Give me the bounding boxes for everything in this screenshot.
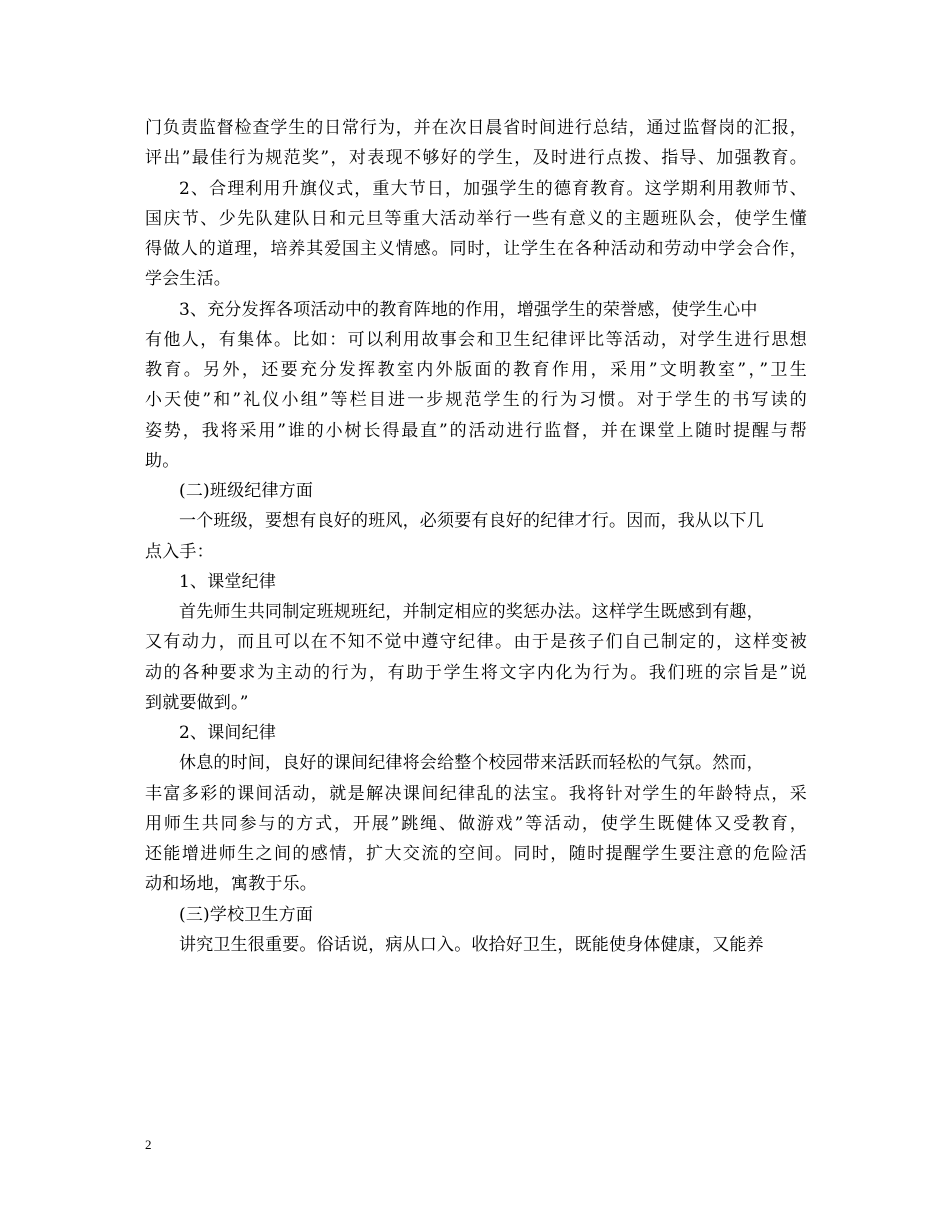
- text-line: 3、充分发挥各项活动中的教育阵地的作用，增强学生的荣誉感，使学生心中: [179, 299, 758, 320]
- section-heading: (二)班级纪律方面: [179, 481, 314, 501]
- text-line: 教育。另外，还要充分发挥教室内外版面的教育作用，采用”文明教室”，”卫生: [145, 360, 807, 380]
- text-line: 助。: [145, 450, 180, 471]
- text-line: 评出”最佳行为规范奖”，对表现不够好的学生，及时进行点拨、指导、加强教育。: [145, 148, 807, 169]
- document-body: [145, 113, 807, 960]
- text-line: 休息的时间，良好的课间纪律将会给整个校园带来活跃而轻松的气氛。然而，: [179, 753, 764, 774]
- text-line: 到就要做到。”: [145, 692, 249, 713]
- text-line: 学会生活。: [145, 269, 231, 290]
- section-heading: (三)学校卫生方面: [179, 904, 314, 925]
- text-line: 国庆节、少先队建队日和元旦等重大活动举行一些有意义的主题班队会，使学生懂: [145, 208, 807, 229]
- text-line: 首先师生共同制定班规班纪，并制定相应的奖惩办法。这样学生既感到有趣，: [179, 602, 764, 622]
- text-line: 得做人的道理，培养其爱国主义情感。同时，让学生在各种活动和劳动中学会合作，: [145, 239, 807, 259]
- text-line: 还能增进师生之间的感情，扩大交流的空间。同时，随时提醒学生要注意的危险活: [145, 844, 807, 864]
- text-line: 又有动力，而且可以在不知不觉中遵守纪律。由于是孩子们自己制定的，这样变被: [145, 632, 807, 653]
- subheading: 1、课堂纪律: [179, 571, 277, 592]
- text-line: 有他人，有集体。比如：可以利用故事会和卫生纪律评比等活动，对学生进行思想: [145, 329, 807, 350]
- text-line: 一个班级，要想有良好的班风，必须要有良好的纪律才行。因而，我从以下几: [179, 511, 764, 532]
- text-line: 丰富多彩的课间活动，就是解决课间纪律乱的法宝。我将针对学生的年龄特点，采: [145, 783, 807, 804]
- text-line: 动和场地，寓教于乐。: [145, 874, 317, 895]
- subheading: 2、课间纪律: [179, 723, 277, 743]
- text-line: 用师生共同参与的方式，开展”跳绳、做游戏”等活动，使学生既健体又受教育，: [145, 813, 807, 834]
- text-line: 门负责监督检查学生的日常行为，并在次日晨省时间进行总结，通过监督岗的汇报，: [145, 118, 807, 138]
- text-line: 姿势，我将采用”谁的小树长得最直”的活动进行监督，并在课堂上随时提醒与帮: [145, 420, 807, 441]
- text-line: 2、合理利用升旗仪式，重大节日，加强学生的德育教育。这学期利用教师节、: [179, 178, 807, 199]
- page-number: 2: [145, 1137, 152, 1152]
- text-line: 点入手：: [145, 541, 214, 562]
- text-line: 小天使”和”礼仪小组”等栏目进一步规范学生的行为习惯。对于学生的书写读的: [145, 390, 807, 411]
- text-line: 讲究卫生很重要。俗话说，病从口入。收拾好卫生，既能使身体健康，又能养: [179, 934, 764, 955]
- text-line: 动的各种要求为主动的行为，有助于学生将文字内化为行为。我们班的宗旨是”说: [145, 662, 807, 683]
